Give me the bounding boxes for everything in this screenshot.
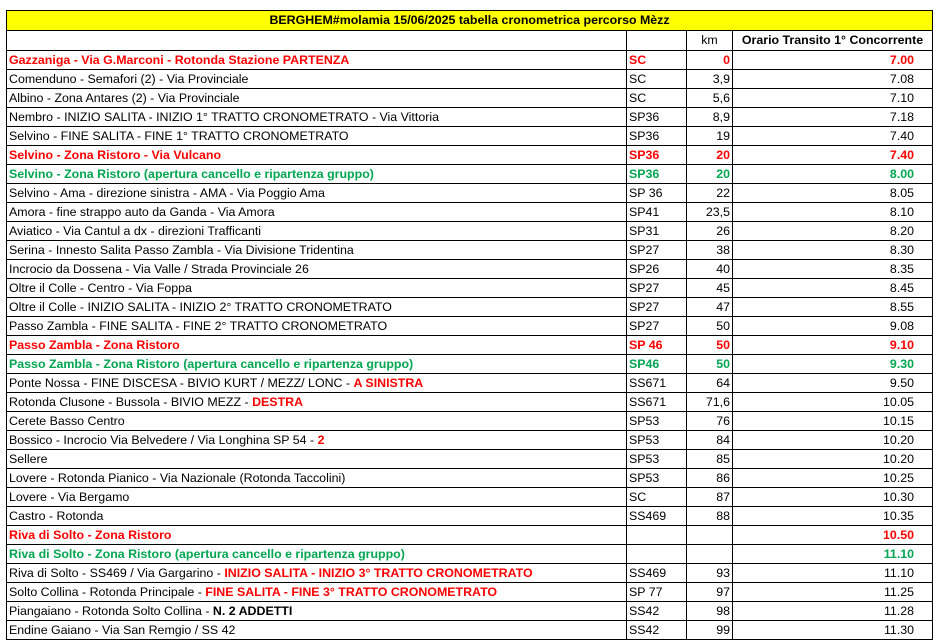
location-cell	[7, 241, 627, 260]
location-text: Cerete Basso Centro	[9, 413, 125, 428]
table-row	[7, 222, 933, 241]
title-row	[7, 11, 933, 31]
header-row	[7, 31, 933, 51]
location-text: Selvino - Zona Ristoro (apertura cancello e ripartenza gruppo)	[9, 166, 374, 181]
time-cell: 7.18	[733, 108, 933, 127]
header-road	[627, 31, 687, 51]
location-cell	[7, 393, 627, 412]
table-row	[7, 507, 933, 526]
location-cell	[7, 146, 627, 165]
road-cell: SP27	[627, 317, 687, 336]
location-text: Piangaiano - Rotonda Solto Collina -	[9, 603, 213, 618]
header-location	[7, 31, 627, 51]
location-cell	[7, 298, 627, 317]
km-cell: 8,9	[687, 108, 733, 127]
table-row	[7, 602, 933, 621]
location-cell	[7, 203, 627, 222]
time-cell: 8.30	[733, 241, 933, 260]
location-text: Selvino - Zona Ristoro - Via Vulcano	[9, 147, 222, 162]
time-cell: 11.10	[733, 564, 933, 583]
table-row	[7, 336, 933, 355]
location-text: Selvino - FINE SALITA - FINE 1° TRATTO CRONOMETRATO	[9, 128, 349, 143]
road-cell: SP31	[627, 222, 687, 241]
road-cell: SP 46	[627, 336, 687, 355]
km-cell	[687, 545, 733, 564]
time-cell: 11.28	[733, 602, 933, 621]
timetable	[6, 10, 933, 640]
time-cell: 11.10	[733, 545, 933, 564]
km-cell: 93	[687, 564, 733, 583]
road-cell	[627, 526, 687, 545]
road-cell: SS469	[627, 507, 687, 526]
location-cell	[7, 70, 627, 89]
location-cell	[7, 184, 627, 203]
time-cell: 8.45	[733, 279, 933, 298]
table-row	[7, 146, 933, 165]
time-cell: 8.55	[733, 298, 933, 317]
km-cell: 98	[687, 602, 733, 621]
km-cell: 50	[687, 317, 733, 336]
km-cell: 50	[687, 336, 733, 355]
location-cell	[7, 127, 627, 146]
location-cell	[7, 412, 627, 431]
location-cell	[7, 507, 627, 526]
km-cell: 47	[687, 298, 733, 317]
time-cell: 7.00	[733, 51, 933, 70]
location-text: Comenduno - Semafori (2) - Via Provinciale	[9, 71, 249, 86]
km-cell: 97	[687, 583, 733, 602]
road-cell: SC	[627, 51, 687, 70]
km-cell: 99	[687, 621, 733, 640]
road-cell: SP41	[627, 203, 687, 222]
road-cell: SC	[627, 70, 687, 89]
road-cell: SP27	[627, 298, 687, 317]
location-text: Riva di Solto - SS469 / Via Gargarino -	[9, 565, 225, 580]
location-highlight: A SINISTRA	[353, 375, 424, 390]
time-cell: 10.15	[733, 412, 933, 431]
table-row	[7, 412, 933, 431]
time-cell: 8.05	[733, 184, 933, 203]
location-cell	[7, 260, 627, 279]
time-cell: 8.35	[733, 260, 933, 279]
location-cell	[7, 165, 627, 184]
km-cell: 88	[687, 507, 733, 526]
time-cell: 10.35	[733, 507, 933, 526]
table-row	[7, 374, 933, 393]
location-text: Sellere	[9, 451, 48, 466]
location-text: Castro - Rotonda	[9, 508, 104, 523]
time-cell: 11.25	[733, 583, 933, 602]
location-text: Nembro - INIZIO SALITA - INIZIO 1° TRATTO CRONOMETRATO - Via Vittoria	[9, 109, 439, 124]
location-text: Passo Zambla - Zona Ristoro (apertura cancello e ripartenza gruppo)	[9, 356, 414, 371]
location-text: Selvino - Ama - direzione sinistra - AMA - Via Poggio Ama	[9, 185, 325, 200]
location-cell	[7, 317, 627, 336]
location-cell	[7, 583, 627, 602]
location-text: Passo Zambla - FINE SALITA - FINE 2° TRATTO CRONOMETRATO	[9, 318, 388, 333]
km-cell: 71,6	[687, 393, 733, 412]
road-cell: SP53	[627, 469, 687, 488]
location-text: Gazzaniga - Via G.Marconi - Rotonda Stazione PARTENZA	[9, 52, 350, 67]
location-text: Lovere - Via Bergamo	[9, 489, 130, 504]
time-cell: 9.50	[733, 374, 933, 393]
time-cell: 7.40	[733, 146, 933, 165]
location-text: Solto Collina - Rotonda Principale -	[9, 584, 206, 599]
location-text: Passo Zambla - Zona Ristoro	[9, 337, 180, 352]
time-cell: 8.10	[733, 203, 933, 222]
km-cell: 45	[687, 279, 733, 298]
header-time: Orario Transito 1° Concorrente	[733, 31, 933, 51]
km-cell: 40	[687, 260, 733, 279]
location-cell	[7, 564, 627, 583]
location-cell	[7, 89, 627, 108]
table-row	[7, 70, 933, 89]
road-cell: SP27	[627, 241, 687, 260]
table-title: BERGHEM#molamia 15/06/2025 tabella cronometrica percorso Mèzz	[7, 11, 933, 31]
km-cell: 38	[687, 241, 733, 260]
time-cell: 10.20	[733, 450, 933, 469]
table-row	[7, 393, 933, 412]
time-cell: 7.40	[733, 127, 933, 146]
time-cell: 7.08	[733, 70, 933, 89]
km-cell: 85	[687, 450, 733, 469]
location-text: Oltre il Colle - Centro - Via Foppa	[9, 280, 192, 295]
time-cell: 8.00	[733, 165, 933, 184]
km-cell: 19	[687, 127, 733, 146]
road-cell: SP 36	[627, 184, 687, 203]
km-cell	[687, 526, 733, 545]
location-text: Aviatico - Via Cantul a dx - direzioni Trafficanti	[9, 223, 262, 238]
location-cell	[7, 469, 627, 488]
timetable-sheet	[6, 10, 932, 640]
location-cell	[7, 279, 627, 298]
location-text: Oltre il Colle - INIZIO SALITA - INIZIO 2° TRATTO CRONOMETRATO	[9, 299, 392, 314]
km-cell: 87	[687, 488, 733, 507]
table-row	[7, 260, 933, 279]
table-row	[7, 469, 933, 488]
location-highlight: 2	[317, 432, 325, 447]
time-cell: 8.20	[733, 222, 933, 241]
table-row	[7, 203, 933, 222]
road-cell: SP36	[627, 127, 687, 146]
location-cell	[7, 488, 627, 507]
km-cell: 5,6	[687, 89, 733, 108]
table-row	[7, 526, 933, 545]
km-cell: 20	[687, 146, 733, 165]
time-cell: 9.08	[733, 317, 933, 336]
km-cell: 84	[687, 431, 733, 450]
time-cell: 10.25	[733, 469, 933, 488]
road-cell: SP46	[627, 355, 687, 374]
location-text: Riva di Solto - Zona Ristoro (apertura cancello e ripartenza gruppo)	[9, 546, 405, 561]
table-row	[7, 51, 933, 70]
location-text: Rotonda Clusone - Bussola - BIVIO MEZZ -	[9, 394, 253, 409]
table-row	[7, 279, 933, 298]
location-cell	[7, 526, 627, 545]
km-cell: 64	[687, 374, 733, 393]
table-row	[7, 89, 933, 108]
road-cell: SC	[627, 488, 687, 507]
location-text: Ponte Nossa - FINE DISCESA - BIVIO KURT / MEZZ/ LONC -	[9, 375, 354, 390]
km-cell: 20	[687, 165, 733, 184]
road-cell: SP 77	[627, 583, 687, 602]
road-cell: SP36	[627, 146, 687, 165]
location-cell	[7, 108, 627, 127]
road-cell: SS671	[627, 374, 687, 393]
table-row	[7, 355, 933, 374]
km-cell: 50	[687, 355, 733, 374]
location-highlight: FINE SALITA - FINE 3° TRATTO CRONOMETRATO	[205, 584, 498, 599]
km-cell: 3,9	[687, 70, 733, 89]
road-cell: SP36	[627, 108, 687, 127]
location-cell	[7, 336, 627, 355]
header-km: km	[687, 31, 733, 51]
km-cell: 86	[687, 469, 733, 488]
location-text: Lovere - Rotonda Pianico - Via Nazionale (Rotonda Taccolini)	[9, 470, 346, 485]
time-cell: 10.05	[733, 393, 933, 412]
road-cell: SS42	[627, 621, 687, 640]
location-cell	[7, 355, 627, 374]
location-highlight: N. 2 ADDETTI	[212, 603, 293, 618]
road-cell: SP27	[627, 279, 687, 298]
time-cell: 10.50	[733, 526, 933, 545]
table-row	[7, 488, 933, 507]
road-cell: SS469	[627, 564, 687, 583]
road-cell: SS42	[627, 602, 687, 621]
location-text: Bossico - Incrocio Via Belvedere / Via Longhina SP 54 -	[9, 432, 318, 447]
location-highlight: INIZIO SALITA - INIZIO 3° TRATTO CRONOMETRATO	[224, 565, 533, 580]
location-cell	[7, 222, 627, 241]
km-cell: 23,5	[687, 203, 733, 222]
location-text: Endine Gaiano - Via San Remgio / SS 42	[9, 622, 236, 637]
time-cell: 9.10	[733, 336, 933, 355]
location-cell	[7, 431, 627, 450]
location-text: Albino - Zona Antares (2) - Via Provinciale	[9, 90, 240, 105]
location-cell	[7, 545, 627, 564]
location-cell	[7, 602, 627, 621]
road-cell: SC	[627, 89, 687, 108]
table-row	[7, 450, 933, 469]
road-cell: SP53	[627, 450, 687, 469]
road-cell	[627, 545, 687, 564]
road-cell: SS671	[627, 393, 687, 412]
table-row	[7, 564, 933, 583]
table-row	[7, 184, 933, 203]
road-cell: SP36	[627, 165, 687, 184]
table-row	[7, 108, 933, 127]
location-cell	[7, 450, 627, 469]
table-row	[7, 241, 933, 260]
time-cell: 10.20	[733, 431, 933, 450]
road-cell: SP53	[627, 412, 687, 431]
km-cell: 22	[687, 184, 733, 203]
km-cell: 0	[687, 51, 733, 70]
time-cell: 11.30	[733, 621, 933, 640]
time-cell: 7.10	[733, 89, 933, 108]
road-cell: SP53	[627, 431, 687, 450]
location-text: Riva di Solto - Zona Ristoro	[9, 527, 172, 542]
location-text: Amora - fine strappo auto da Ganda - Via Amora	[9, 204, 275, 219]
table-row	[7, 127, 933, 146]
road-cell: SP26	[627, 260, 687, 279]
location-text: Serina - Innesto Salita Passo Zambla - Via Divisione Tridentina	[9, 242, 354, 257]
time-cell: 10.30	[733, 488, 933, 507]
km-cell: 26	[687, 222, 733, 241]
location-cell	[7, 374, 627, 393]
time-cell: 9.30	[733, 355, 933, 374]
table-row	[7, 298, 933, 317]
table-row	[7, 583, 933, 602]
table-row	[7, 317, 933, 336]
location-text: Incrocio da Dossena - Via Valle / Strada Provinciale 26	[9, 261, 309, 276]
table-row	[7, 431, 933, 450]
location-highlight: DESTRA	[252, 394, 304, 409]
location-cell	[7, 51, 627, 70]
table-row	[7, 545, 933, 564]
table-row	[7, 165, 933, 184]
km-cell: 76	[687, 412, 733, 431]
